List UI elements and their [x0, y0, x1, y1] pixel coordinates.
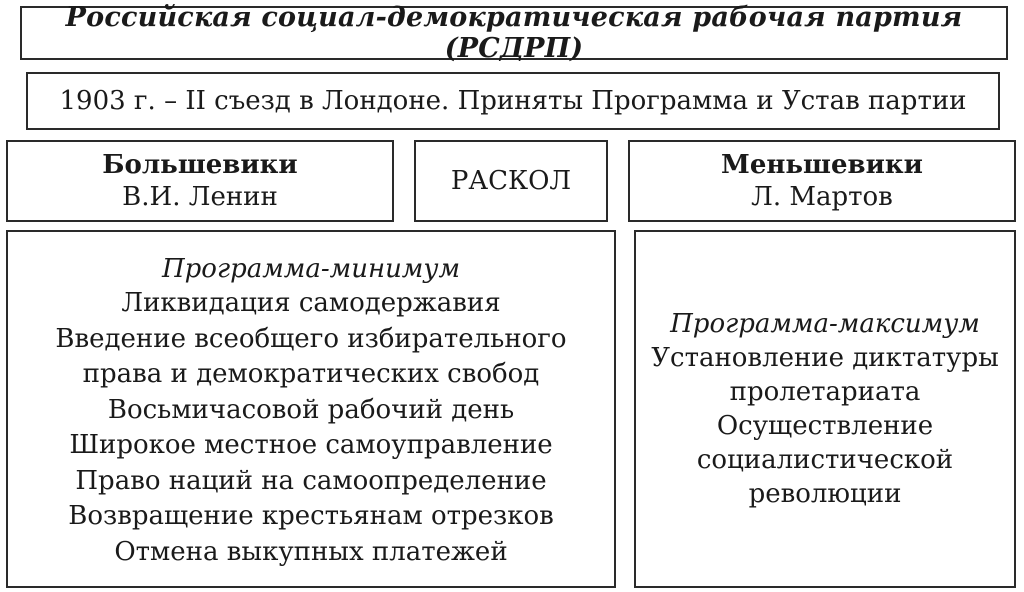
program-maximum-box — [634, 230, 1016, 588]
program-minimum-item: Отмена выкупных платежей — [114, 536, 508, 567]
bolsheviks-box — [6, 140, 394, 222]
program-maximum-item: Установление диктатуры — [651, 343, 999, 373]
program-maximum-title: Программа-максимум — [670, 309, 980, 339]
program-minimum-item: Восьмичасовой рабочий день — [107, 394, 515, 425]
split-box — [414, 140, 608, 222]
program-minimum-item: Широкое местное самоуправление — [69, 430, 553, 460]
program-maximum-item: пролетариата — [729, 377, 921, 407]
program-minimum-item: Право наций на самоопределение — [75, 465, 547, 496]
mensheviks-box — [628, 140, 1016, 222]
split-label: РАСКОЛ — [450, 166, 572, 196]
program-maximum-item: Осуществление — [716, 411, 934, 441]
program-maximum-item: революции — [748, 479, 902, 509]
program-maximum-item: социалистической — [696, 445, 954, 475]
mensheviks-leader: Л. Мартов — [751, 182, 893, 212]
bolsheviks-leader: В.И. Ленин — [122, 182, 278, 212]
program-minimum-item: Введение всеобщего избирательного — [55, 323, 567, 354]
program-minimum-item: права и демократических свобод — [82, 359, 540, 389]
program-minimum-title: Программа-минимум — [161, 254, 461, 284]
program-minimum-item: Ликвидация самодержавия — [121, 288, 501, 318]
program-minimum-item: Возвращение крестьянам отрезков — [68, 501, 554, 531]
congress-box — [26, 72, 1000, 130]
party-title: Российская социал-демократическая рабочая партия (РСДРП) — [65, 2, 963, 64]
mensheviks-name: Меньшевики — [721, 150, 923, 180]
bolsheviks-name: Большевики — [102, 150, 298, 180]
congress-text: 1903 г. – II съезд в Лондоне. Приняты Программа и Устав партии — [59, 86, 967, 116]
program-minimum-box — [6, 230, 616, 588]
party-title-box — [20, 2, 1008, 64]
